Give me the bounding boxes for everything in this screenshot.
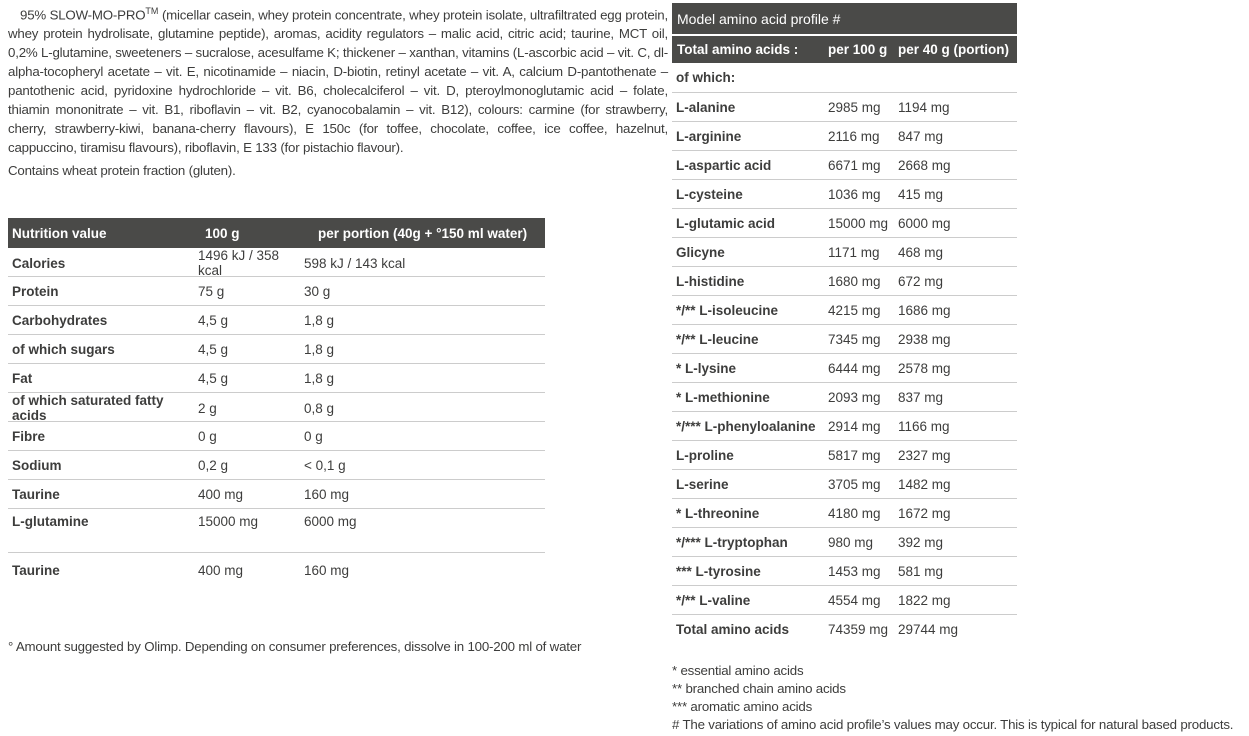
- row-value-100g: 3705 mg: [828, 476, 881, 492]
- table-row: [672, 528, 1017, 557]
- row-value-40g: 2327 mg: [898, 447, 951, 463]
- row-value-portion: 160 mg: [304, 562, 350, 578]
- nutrition-footnote: ° Amount suggested by Olimp. Depending on consumer preferences, dissolve in 100-200 ml of water: [8, 639, 582, 654]
- table-row: [672, 151, 1017, 180]
- row-value-40g: 415 mg: [898, 186, 944, 202]
- row-label: L-proline: [676, 447, 734, 463]
- nutrition-table: [8, 218, 545, 587]
- row-value-portion: 0 g: [304, 428, 323, 444]
- amino-table-header: [672, 36, 1017, 63]
- footnote-variations: # The variations of amino acid profile’s values may occur. This is typical for natural based products.: [672, 717, 1234, 732]
- nutrition-header-100g: 100 g: [205, 225, 240, 241]
- row-label: Taurine: [12, 486, 60, 502]
- footnote-essential: * essential amino acids: [672, 663, 804, 678]
- table-row: [8, 248, 545, 277]
- row-label: */*** L-tryptophan: [676, 534, 788, 550]
- row-value-portion: < 0,1 g: [304, 457, 346, 473]
- row-value-40g: 1482 mg: [898, 476, 951, 492]
- row-value-100g: 980 mg: [828, 534, 874, 550]
- row-value-100g: 4,5 g: [198, 312, 229, 328]
- row-label: L-cysteine: [676, 186, 743, 202]
- row-label: Protein: [12, 283, 59, 299]
- row-value-40g: 2668 mg: [898, 157, 951, 173]
- table-row: [8, 277, 545, 306]
- row-value-100g: 15000 mg: [828, 215, 889, 231]
- table-row: [672, 557, 1017, 586]
- row-label: Fibre: [12, 428, 46, 444]
- row-label: * L-threonine: [676, 505, 760, 521]
- row-value-100g: 2985 mg: [828, 99, 881, 115]
- row-value-100g: 2914 mg: [828, 418, 881, 434]
- table-row: [672, 586, 1017, 615]
- trademark-symbol: TM: [145, 6, 159, 16]
- ingredients-body: (micellar casein, whey protein concentrate, whey protein isolate, ultrafiltrated egg protein, whey protein hydrolisate, glutamine peptide), aromas, acidity regulators – malic acid, citric acid; taurine, MCT oil, 0,2% L-glutamine, sweeteners – sucralose, acesulfame K; thickener – xanthan, vitamins (L-ascorbic acid – vit. C, dl-alpha-tocopheryl acetate – vit. E, nicotinamide – niacin, D-biotin, retinyl acetate – vit. A, calcium D-pantothenate – pantothenic acid, pyridoxine hydrochloride – vit. B6, cholecalciferol – vit. D, pteroylmonoglutamic acid – folate, thiamin mononitrate – vit. B1, riboflavin – vit. B2, cyanocobalamin – vit. B12), colours: carmine (for strawberry, cherry, strawberry-kiwi, banana-cherry flavours), E 150c (for toffee, chocolate, coffee, ice coffee, hazelnut, cappuccino, tiramisu flavours), riboflavin, E 133 (for pistachio flavour).: [8, 7, 668, 156]
- table-row: [8, 393, 545, 422]
- row-value-40g: 1822 mg: [898, 592, 951, 608]
- row-value-100g: 6671 mg: [828, 157, 881, 173]
- row-label: Calories: [12, 255, 66, 271]
- row-label: * L-methionine: [676, 389, 770, 405]
- amino-subheader-label: of which:: [676, 70, 736, 85]
- table-row: [8, 451, 545, 480]
- row-label: Total amino acids: [676, 622, 790, 637]
- row-value-100g: 5817 mg: [828, 447, 881, 463]
- row-label: L-serine: [676, 476, 729, 492]
- row-value-40g: 6000 mg: [898, 215, 951, 231]
- footnote-branched: ** branched chain amino acids: [672, 681, 846, 696]
- row-label: L-alanine: [676, 99, 736, 115]
- row-label: L-glutamic acid: [676, 215, 776, 231]
- row-value-100g: 7345 mg: [828, 331, 881, 347]
- amino-header-100g: per 100 g: [828, 42, 888, 57]
- row-label: Fat: [12, 370, 33, 386]
- row-label: */** L-isoleucine: [676, 302, 779, 318]
- nutrition-header-label: Nutrition value: [12, 225, 107, 241]
- row-value-40g: 1686 mg: [898, 302, 951, 318]
- amino-header-40g: per 40 g (portion): [898, 42, 1009, 57]
- amino-subheader-row: [672, 63, 1017, 93]
- ingredients-paragraph: [8, 2, 668, 157]
- row-value-100g: 15000 mg: [198, 514, 259, 529]
- row-value-100g: 74359 mg: [828, 622, 889, 637]
- row-value-40g: 29744 mg: [898, 622, 959, 637]
- row-label: Sodium: [12, 457, 62, 473]
- row-value-100g: 1496 kJ / 358 kcal: [198, 248, 280, 278]
- row-value-100g: 1680 mg: [828, 273, 881, 289]
- amino-table-title: Model amino acid profile #: [672, 3, 1017, 34]
- row-label: */*** L-phenyloalanine: [676, 418, 816, 434]
- table-row: [672, 383, 1017, 412]
- table-row: [672, 499, 1017, 528]
- row-label: L-histidine: [676, 273, 745, 289]
- row-value-portion: 0,8 g: [304, 400, 335, 416]
- row-label: */** L-valine: [676, 592, 751, 608]
- nutrition-table-header: [8, 218, 545, 248]
- row-value-portion: 160 mg: [304, 486, 350, 502]
- table-row: [672, 441, 1017, 470]
- row-value-100g: 4215 mg: [828, 302, 881, 318]
- row-value-portion: 1,8 g: [304, 312, 335, 328]
- table-row: [8, 306, 545, 335]
- gluten-note: Contains wheat protein fraction (gluten).: [8, 163, 236, 178]
- row-value-40g: 2938 mg: [898, 331, 951, 347]
- row-value-40g: 1166 mg: [898, 418, 950, 434]
- footnote-aromatic: *** aromatic amino acids: [672, 699, 813, 714]
- row-value-100g: 0 g: [198, 428, 217, 444]
- table-row: [8, 422, 545, 451]
- table-row: [672, 354, 1017, 383]
- row-value-100g: 4,5 g: [198, 370, 229, 386]
- table-row: [8, 553, 545, 587]
- row-value-40g: 672 mg: [898, 273, 944, 289]
- row-value-portion: 598 kJ / 143 kcal: [304, 255, 406, 271]
- row-value-100g: 2116 mg: [828, 128, 880, 144]
- amino-acid-table: [672, 3, 1017, 644]
- row-value-100g: 6444 mg: [828, 360, 881, 376]
- row-value-100g: 400 mg: [198, 562, 244, 578]
- row-value-portion: 6000 mg: [304, 514, 357, 529]
- table-row: [672, 296, 1017, 325]
- row-label: */** L-leucine: [676, 331, 759, 347]
- table-row: [672, 412, 1017, 441]
- table-row: [672, 470, 1017, 499]
- row-value-40g: 837 mg: [898, 389, 944, 405]
- row-value-100g: 0,2 g: [198, 457, 229, 473]
- table-row: [8, 364, 545, 393]
- row-label: L-glutamine: [12, 514, 89, 529]
- row-label: *** L-tyrosine: [676, 563, 761, 579]
- ingredients-prefix: 95% SLOW-MO-PRO: [20, 7, 146, 23]
- row-value-100g: 1036 mg: [828, 186, 881, 202]
- row-value-100g: 4,5 g: [198, 341, 229, 357]
- table-row: [8, 509, 545, 553]
- table-row: [672, 122, 1017, 151]
- row-label: of which sugars: [12, 341, 115, 357]
- row-value-portion: 1,8 g: [304, 370, 335, 386]
- table-row: [8, 335, 545, 364]
- row-label: L-arginine: [676, 128, 742, 144]
- row-label: Taurine: [12, 562, 60, 578]
- table-row: [672, 209, 1017, 238]
- row-value-40g: 392 mg: [898, 534, 944, 550]
- amino-header-label: Total amino acids :: [677, 42, 799, 57]
- table-row: [672, 93, 1017, 122]
- row-value-100g: 1453 mg: [828, 563, 881, 579]
- row-label: Carbohydrates: [12, 312, 108, 328]
- table-row: [672, 267, 1017, 296]
- row-label: * L-lysine: [676, 360, 737, 376]
- row-value-100g: 75 g: [198, 283, 225, 299]
- row-value-100g: 400 mg: [198, 486, 244, 502]
- row-value-100g: 4554 mg: [828, 592, 881, 608]
- amino-total-row: [672, 615, 1017, 644]
- table-row: [672, 238, 1017, 267]
- row-value-portion: 30 g: [304, 283, 331, 299]
- table-row: [8, 480, 545, 509]
- row-value-40g: 1194 mg: [898, 99, 950, 115]
- row-value-40g: 468 mg: [898, 244, 944, 260]
- row-value-100g: 4180 mg: [828, 505, 881, 521]
- row-value-40g: 1672 mg: [898, 505, 951, 521]
- row-label: of which saturated fatty acids: [12, 393, 164, 423]
- nutrition-header-portion: per portion (40g + °150 ml water): [318, 225, 528, 241]
- row-value-40g: 581 mg: [898, 563, 944, 579]
- row-value-100g: 2093 mg: [828, 389, 881, 405]
- row-value-40g: 847 mg: [898, 128, 944, 144]
- table-row: [672, 180, 1017, 209]
- row-label: L-aspartic acid: [676, 157, 772, 173]
- row-value-100g: 1171 mg: [828, 244, 880, 260]
- table-row: [672, 325, 1017, 354]
- row-value-100g: 2 g: [198, 400, 217, 416]
- row-value-40g: 2578 mg: [898, 360, 951, 376]
- row-label: Glicyne: [676, 244, 725, 260]
- row-value-portion: 1,8 g: [304, 341, 335, 357]
- amino-footnotes: [672, 662, 1233, 734]
